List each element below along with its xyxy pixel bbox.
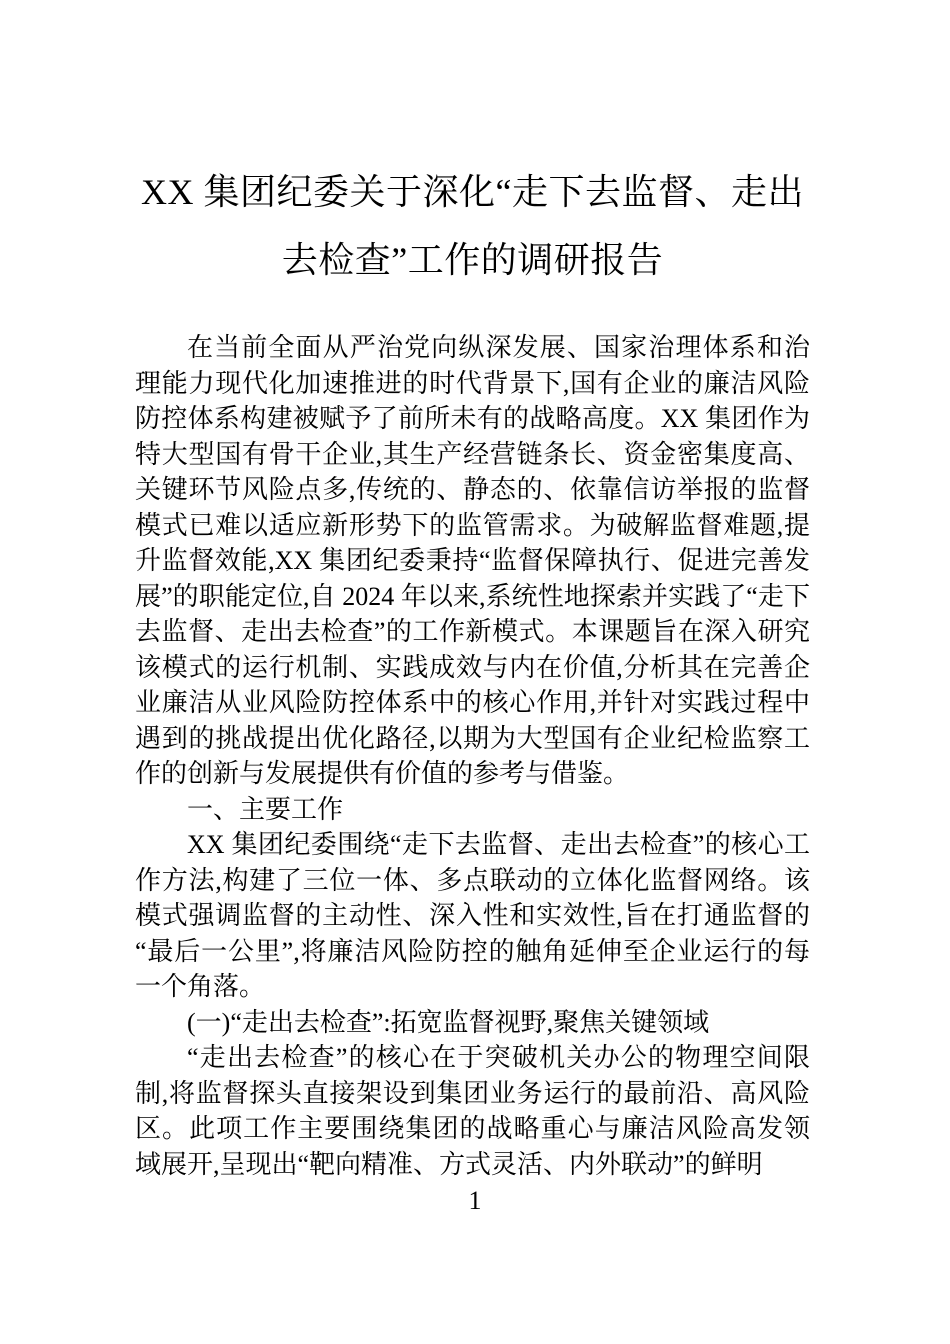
section-1-heading: 一、主要工作 [187,794,344,824]
subsection-1-1-paragraph: “走出去检查”的核心在于突破机关办公的物理空间限制,将监督探头直接架设到集团业务运行的最前沿、高风险区。此项工作主要围绕集团的战略重心与廉洁风险高发领域展开,呈现出“靶向精准、方式灵活、内外联动”的鲜明 [135,1043,810,1179]
subsection-1-1-heading: (一)“走出去检查”:拓宽监督视野,聚焦关键领域 [187,1007,710,1037]
document-title: XX 集团纪委关于深化“走下去监督、走出去检查”工作的调研报告 [141,172,804,280]
page-number: 1 [468,1186,482,1215]
section-1-paragraph: XX 集团纪委围绕“走下去监督、走出去检查”的核心工作方法,构建了三位一体、多点联动的立体化监督网络。该模式强调监督的主动性、深入性和实效性,旨在打通监督的“最后一公里”,将廉洁风险防控的触角延伸至企业运行的每一个角落。 [135,830,810,1001]
intro-paragraph: 在当前全面从严治党向纵深发展、国家治理体系和治理能力现代化加速推进的时代背景下,国有企业的廉洁风险防控体系构建被赋予了前所未有的战略高度。XX 集团作为特大型国有骨干企业,其生产经营链条长、资金密集度高、关键环节风险点多,传统的、静态的、依靠信访举报的监督模式已难以适应新形势下的监管需求。为破解监督难题,提升监督效能,XX 集团纪委秉持“监督保障执行、促进完善发展”的职能定位,自 2024 年以来,系统性地探索并实践了“走下去监督、走出去检查”的工作新模式。本课题旨在深入研究该模式的运行机制、实践成效与内在价值,分析其在完善企业廉洁从业风险防控体系中的核心作用,并针对实践过程中遇到的挑战提出优化路径,以期为大型国有企业纪检监察工作的创新与发展提供有价值的参考与借鉴。 [135,333,810,788]
